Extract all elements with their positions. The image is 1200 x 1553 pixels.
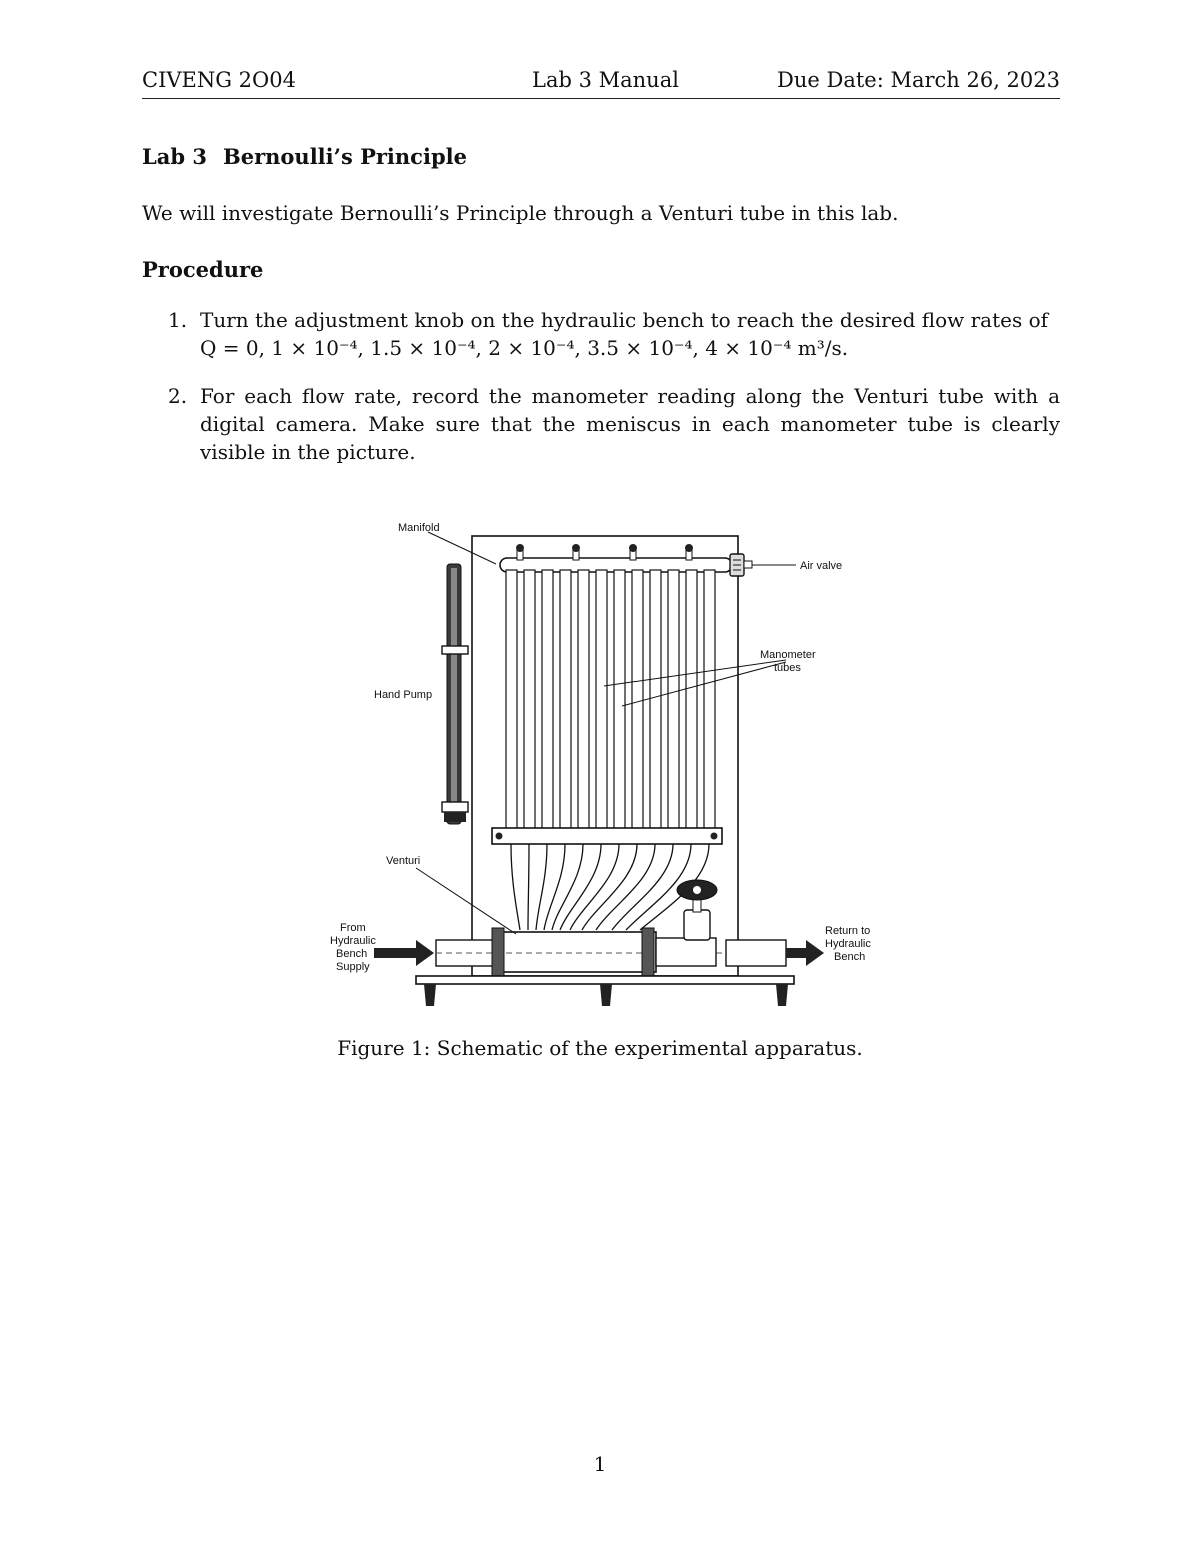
lab-title — [142, 144, 467, 169]
figure-caption: Figure 1: Schematic of the experimental apparatus. — [337, 1036, 863, 1060]
procedure-heading: Procedure — [142, 257, 264, 282]
label-return-bench: Bench — [834, 951, 866, 963]
label-from-hydraulic: Hydraulic — [330, 935, 376, 947]
label-from: From — [340, 922, 366, 934]
page-number: 1 — [593, 1452, 607, 1476]
inlet-arrow-icon — [374, 940, 434, 966]
step-text: Turn the adjustment knob on the hydraulic bench to reach the desired flow rates of — [200, 308, 1049, 332]
apparatus-figure — [320, 510, 880, 1020]
label-from-bench: Bench — [336, 948, 368, 960]
lab-name: Bernoulli’s Principle — [222, 144, 467, 169]
course-code: CIVENG 2O04 — [142, 68, 296, 92]
hand-pump — [442, 564, 468, 824]
clamp-bar — [492, 828, 722, 844]
label-air-valve: Air valve — [800, 560, 843, 572]
outlet-pipe — [726, 940, 786, 966]
step-text: For each flow rate, record the manometer reading along the Venturi tube with a digital camera. Make sure that the meniscus in each manometer tube is clearly visible in the picture. — [200, 384, 1060, 464]
procedure-step-2 — [142, 382, 1060, 466]
due-date: Due Date: March 26, 2023 — [777, 68, 1060, 92]
label-manifold: Manifold — [398, 522, 440, 534]
base-feet — [424, 984, 788, 1006]
label-venturi: Venturi — [386, 855, 421, 867]
venturi-clamp-left — [492, 928, 504, 976]
flow-rates: Q = 0, 1 × 10⁻⁴, 1.5 × 10⁻⁴, 2 × 10⁻⁴, 3.5 × 10⁻⁴, 4 × 10⁻⁴ m³/s. — [200, 336, 849, 360]
document-title: Lab 3 Manual — [532, 68, 679, 92]
label-return-to: Return to — [825, 925, 871, 937]
step-number: 2. — [168, 384, 188, 408]
intro-text: We will investigate Bernoulli’s Principle through a Venturi tube in this lab. — [142, 201, 899, 225]
label-manometer: Manometer — [760, 649, 816, 661]
venturi-clamp-right — [642, 928, 654, 976]
base-plate — [416, 976, 794, 984]
label-hand-pump: Hand Pump — [374, 689, 433, 701]
step-number: 1. — [168, 308, 188, 332]
procedure-list — [142, 306, 1060, 486]
air-valve — [730, 554, 752, 576]
venturi-tube — [496, 932, 656, 972]
outlet-arrow-icon — [786, 940, 824, 966]
label-tubes: tubes — [774, 662, 801, 674]
page-header — [142, 66, 1060, 99]
procedure-step-1 — [142, 306, 1060, 362]
lab-number: Lab 3 — [142, 144, 207, 169]
label-supply: Supply — [336, 961, 370, 973]
label-return-hydraulic: Hydraulic — [825, 938, 871, 950]
apparatus-schematic — [320, 510, 880, 1020]
